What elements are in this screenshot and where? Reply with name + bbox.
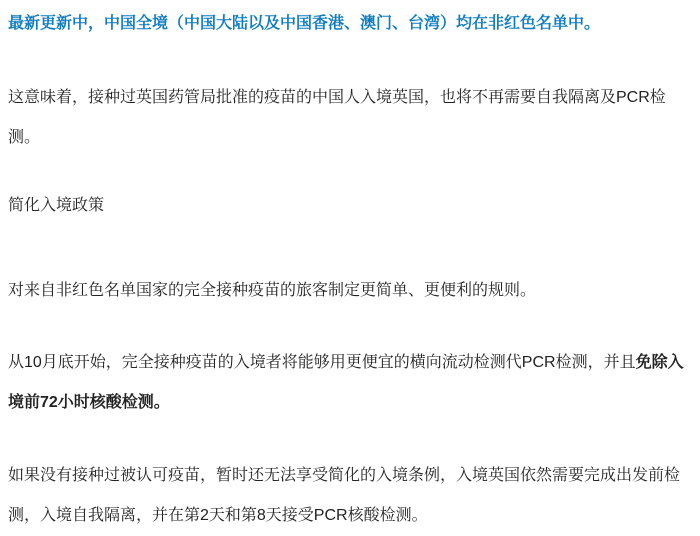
paragraph-normal-text: 从10月底开始，完全接种疫苗的入境者将能够用更便宜的横向流动检测代PCR检测，并且 bbox=[8, 354, 636, 371]
paragraph-october-testing-change bbox=[8, 343, 692, 423]
paragraph-no-quarantine: 这意味着，接种过英国药管局批准的疫苗的中国人入境英国，也将不再需要自我隔离及PCR检测。 bbox=[8, 89, 666, 146]
section-subheading-simplified-entry-policy: 简化入境政策 bbox=[8, 197, 105, 214]
paragraph-unvaccinated-rules: 如果没有接种过被认可疫苗，暂时还无法享受简化的入境条例，入境英国依然需要完成出发前检测，入境自我隔离，并在第2天和第8天接受PCR核酸检测。 bbox=[8, 467, 681, 524]
bold-emphasis-no-pretravel-test: 免除入境前72小时核酸检测。 bbox=[8, 354, 684, 411]
paragraph-simpler-rules: 对来自非红色名单国家的完全接种疫苗的旅客制定更简单、更便利的规则。 bbox=[8, 282, 537, 299]
lead-paragraph-red-list-update: 最新更新中，中国全境（中国大陆以及中国香港、澳门、台湾）均在非红色名单中。 bbox=[8, 15, 601, 32]
